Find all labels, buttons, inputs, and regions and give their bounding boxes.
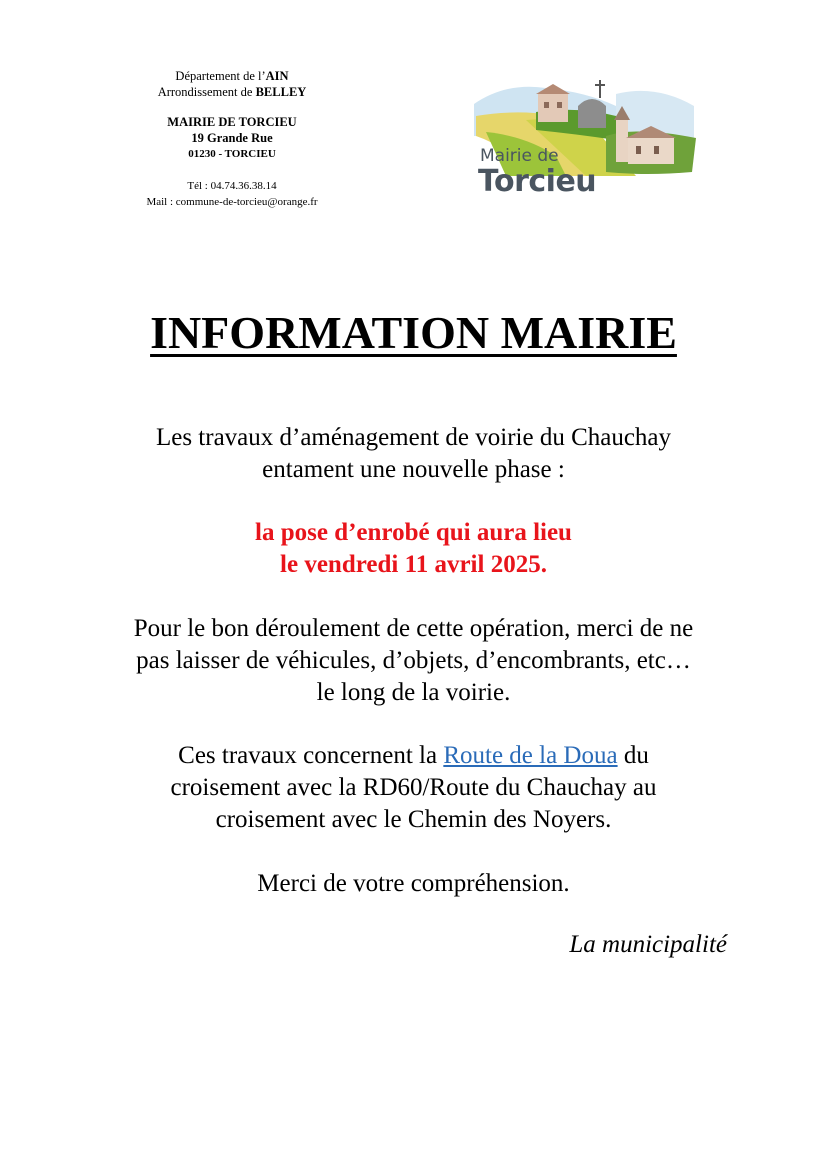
logo-text-mairie: Mairie de (480, 146, 559, 166)
location-paragraph: Ces travaux concernent la Route de la Doua du croisement avec la RD60/Route du Chauchay au croisement avec le Chemin des Noyers. (170, 742, 657, 833)
intro-paragraph: Les travaux d’aménagement de voirie du Chauchay entament une nouvelle phase : (155, 424, 672, 483)
mairie-logo (466, 76, 702, 202)
logo-text-torcieu: Torcieu (478, 164, 597, 199)
arrondissement-line: Arrondissement de BELLEY (157, 85, 307, 99)
date-announcement: la pose d’enrobé qui aura lieu le vendredi 11 avril 2025. (255, 519, 572, 578)
signature: La municipalité (569, 931, 727, 958)
postal-line: 01230 - TORCIEU (188, 148, 276, 160)
phone-line: Tél : 04.74.36.38.14 (187, 180, 277, 192)
mairie-name: MAIRIE DE TORCIEU (167, 115, 297, 129)
departement-line: Département de l’AIN (175, 69, 289, 83)
instructions-paragraph: Pour le bon déroulement de cette opération, merci de ne pas laisser de véhicules, d’objets, d’encombrants, etc… le long de la voirie. (133, 615, 694, 706)
thanks-paragraph: Merci de votre compréhension. (257, 870, 570, 897)
route-de-la-doua-link[interactable]: Route de la Doua (443, 742, 618, 769)
email-line: Mail : commune-de-torcieu@orange.fr (146, 196, 318, 208)
page-title: INFORMATION MAIRIE (150, 307, 677, 358)
header-block (100, 68, 364, 210)
address-line: 19 Grande Rue (191, 131, 273, 145)
